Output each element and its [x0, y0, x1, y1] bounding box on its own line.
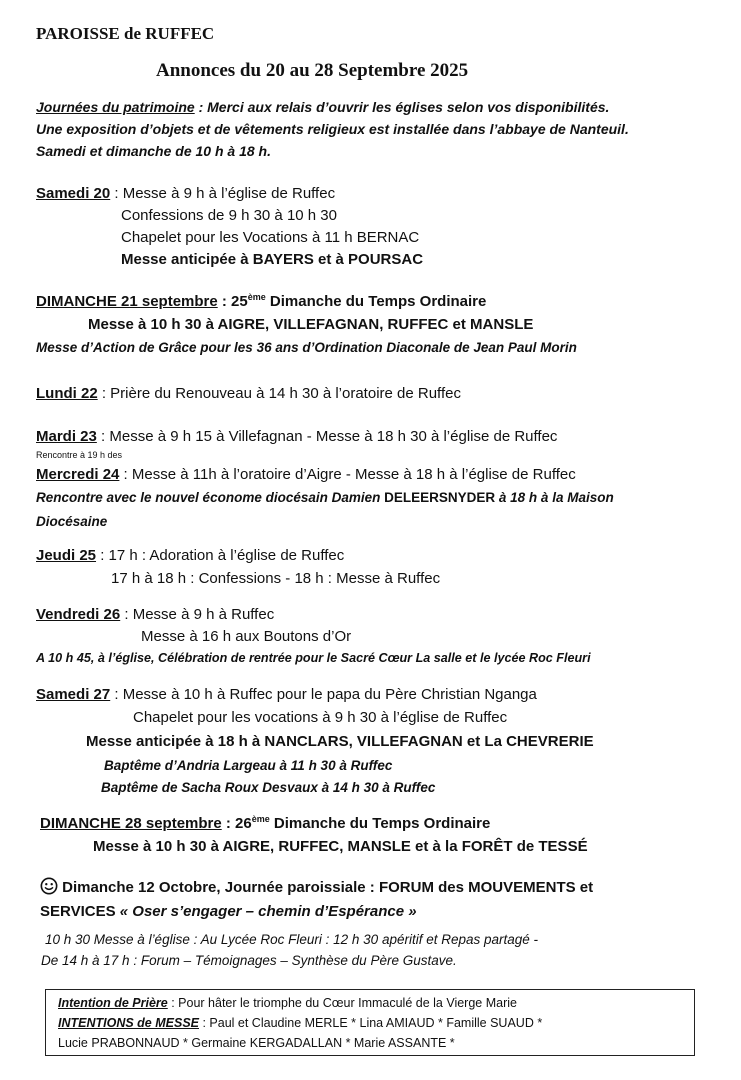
mar23-day: Mardi 23 — [36, 428, 97, 445]
dim28-line-1: DIMANCHE 28 septembre : 26ème Dimanche du Temps Ordinaire — [40, 814, 491, 832]
forum-line-3: 10 h 30 Messe à l’église : Au Lycée Roc Fleuri : 12 h 30 apéritif et Repas partagé - — [45, 932, 539, 947]
sam27-line-3: Messe anticipée à 18 h à NANCLARS, VILLEFAGNAN et La CHEVRERIE — [86, 733, 594, 750]
sam20-text-1: : Messe à 9 h à l’église de Ruffec — [110, 185, 336, 202]
mar23-tiny: Rencontre à 19 h des — [36, 450, 123, 460]
prayer-intention-label: Intention de Prière — [58, 996, 168, 1010]
sam20-line-2: Confessions de 9 h 30 à 10 h 30 — [121, 207, 337, 224]
box-line-2: INTENTIONS de MESSE : Paul et Claudine MERLE * Lina AMIAUD * Famille SUAUD * — [58, 1016, 543, 1030]
ven26-line-1: Vendredi 26 : Messe à 9 h à Ruffec — [36, 606, 275, 623]
mer24-line-1: Mercredi 24 : Messe à 11h à l’oratoire d’Aigre - Messe à 18 h à l’église de Ruffec — [36, 466, 576, 483]
jeu25-day: Jeudi 25 — [36, 547, 97, 564]
sam20-line-1 — [36, 185, 335, 202]
lun22-line-1: Lundi 22 : Prière du Renouveau à 14 h 30 à l’oratoire de Ruffec — [36, 385, 461, 402]
sam20-line-3: Chapelet pour les Vocations à 11 h BERNAC — [121, 229, 420, 246]
sam27-line-5: Baptême de Sacha Roux Desvaux à 14 h 30 à Ruffec — [101, 780, 436, 795]
dim28-line-2: Messe à 10 h 30 à AIGRE, RUFFEC, MANSLE et à la FORÊT de TESSÉ — [93, 838, 588, 855]
mar23-line-1: Mardi 23 : Messe à 9 h 15 à Villefagnan - Messe à 18 h 30 à l’église de Ruffec — [36, 428, 558, 445]
intro-line-3: Samedi et dimanche de 10 h à 18 h. — [36, 143, 271, 159]
smiley-icon — [40, 877, 58, 895]
sam20-day: Samedi 20 — [36, 185, 111, 202]
parish-name: PAROISSE de RUFFEC — [36, 24, 215, 43]
mass-intentions-label: INTENTIONS de MESSE — [58, 1016, 199, 1030]
dim21-line-1: DIMANCHE 21 septembre : 25ème Dimanche du Temps Ordinaire — [36, 292, 487, 310]
intro-line-1 — [36, 99, 609, 115]
jeu25-line-1: Jeudi 25 : 17 h : Adoration à l’église de Ruffec — [36, 547, 345, 564]
sam27-line-1: Samedi 27 : Messe à 10 h à Ruffec pour le papa du Père Christian Nganga — [36, 686, 537, 703]
ven26-line-2: Messe à 16 h aux Boutons d’Or — [141, 628, 352, 645]
lun22-day: Lundi 22 — [36, 385, 98, 402]
dim21-day: DIMANCHE 21 septembre — [36, 293, 218, 310]
ven26-day: Vendredi 26 — [36, 606, 121, 623]
sam20-line-4: Messe anticipée à BAYERS et à POURSAC — [121, 251, 424, 268]
box-line-3: Lucie PRABONNAUD * Germaine KERGADALLAN * Marie ASSANTE * — [58, 1036, 455, 1050]
forum-line-1: Dimanche 12 Octobre, Journée paroissiale : FORUM des MOUVEMENTS et — [40, 877, 593, 896]
dim21-line-2: Messe à 10 h 30 à AIGRE, VILLEFAGNAN, RUFFEC et MANSLE — [88, 316, 534, 333]
intro-line-2: Une exposition d’objets et de vêtements religieux est installée dans l’abbaye de Nanteuil. — [36, 121, 629, 137]
mer24-day: Mercredi 24 — [36, 466, 120, 483]
intro-text-1: : Merci aux relais d’ouvrir les églises selon vos disponibilités. — [194, 99, 610, 115]
intentions-box — [45, 989, 695, 1056]
dim21-line-3: Messe d’Action de Grâce pour les 36 ans d’Ordination Diaconale de Jean Paul Morin — [36, 340, 577, 355]
mer24-line-2: Rencontre avec le nouvel économe diocésain Damien DELEERSNYDER à 18 h à la Maison — [36, 490, 614, 505]
intro-label: Journées du patrimoine — [36, 99, 195, 115]
mer24-line-3: Diocésaine — [36, 514, 108, 529]
dim28-day: DIMANCHE 28 septembre — [40, 815, 222, 832]
ven26-line-3: A 10 h 45, à l’église, Célébration de rentrée pour le Sacré Cœur La salle et le lycée Roc Fleuri — [36, 651, 591, 665]
sam27-day: Samedi 27 — [36, 686, 111, 703]
sam27-line-4: Baptême d’Andria Largeau à 11 h 30 à Ruffec — [104, 758, 393, 773]
jeu25-line-2: 17 h à 18 h : Confessions - 18 h : Messe à Ruffec — [111, 570, 441, 587]
forum-line-4: De 14 h à 17 h : Forum – Témoignages – Synthèse du Père Gustave. — [41, 953, 457, 968]
box-line-1: Intention de Prière : Pour hâter le triomphe du Cœur Immaculé de la Vierge Marie — [58, 996, 517, 1010]
forum-line-2: SERVICES « Oser s’engager – chemin d’Espérance » — [40, 903, 417, 920]
sam27-line-2: Chapelet pour les vocations à 9 h 30 à l’église de Ruffec — [133, 709, 508, 726]
page-title: Annonces du 20 au 28 Septembre 2025 — [156, 60, 469, 81]
